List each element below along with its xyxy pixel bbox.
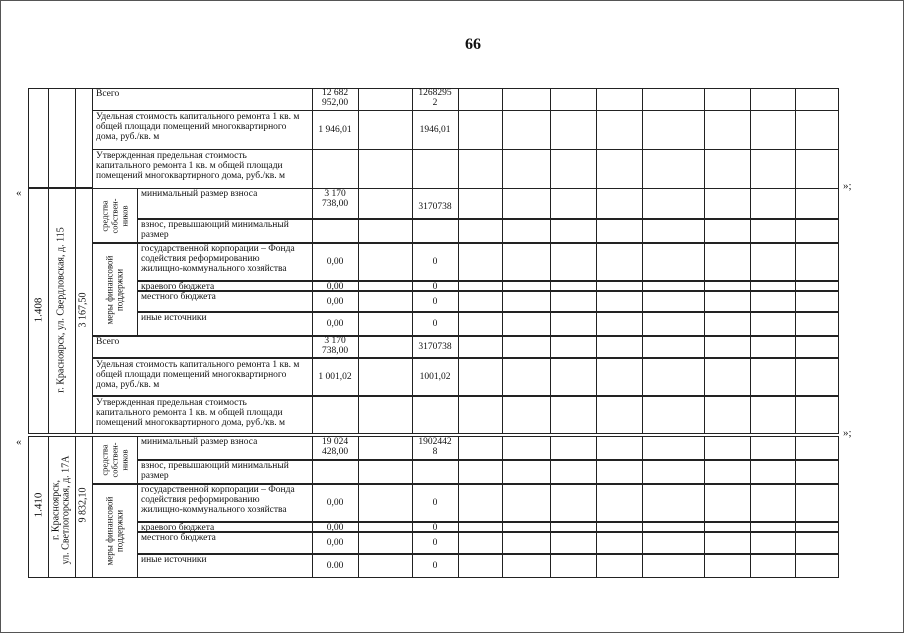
b1410-row-col2: 0 <box>432 523 438 533</box>
b1410-address-line2: ул. Светлогорская, д. 17А <box>60 455 72 565</box>
b1408-row-col2: 0 <box>432 282 438 292</box>
b1410-row-extra-cell <box>795 436 839 460</box>
b1410-row-extra-cell <box>550 522 597 532</box>
b1410-row-col-empty-cell <box>358 436 413 460</box>
b1408-udelnaya-extra-cell <box>642 358 705 396</box>
b1410-row-label: взнос, превышающий минимальный размер <box>141 461 289 481</box>
b1410-row-extra-cell <box>704 532 751 554</box>
top-udelnaya-col2: 1946,01 <box>419 125 451 135</box>
b1410-row-label: иные источники <box>141 555 207 565</box>
b1410-row-col2: 1902442 8 <box>418 437 452 457</box>
top-vsego-extra-cell <box>704 88 751 111</box>
b1408-row-extra-cell <box>795 219 839 243</box>
b1408-row-extra-cell <box>502 281 551 291</box>
top-area-cell <box>75 88 93 188</box>
top-utverzh-extra-cell <box>704 149 751 189</box>
b1408-vsego-extra-cell <box>550 336 597 358</box>
b1408-row-extra-cell <box>596 291 643 312</box>
b1410-row-extra-cell <box>642 532 705 554</box>
b1408-row-extra-cell <box>750 243 796 281</box>
b1410-group-sobstv-label: средства собствен- ников <box>99 442 130 478</box>
top-udelnaya-col1: 1 946,01 <box>318 125 352 135</box>
b1410-row-col2: 0 <box>432 561 438 571</box>
b1410-row-col1: 0,00 <box>326 523 344 533</box>
b1408-row-extra-cell <box>795 281 839 291</box>
b1410-row-label: государственной корпорации – Фонда содействия реформированию жилищно-коммунального хозяйства <box>141 485 295 515</box>
b1410-row-col2: 0 <box>432 538 438 548</box>
b1410-row-extra-cell <box>750 532 796 554</box>
b1410-row-col1: 19 024 428,00 <box>321 437 349 457</box>
top-vsego-extra-cell <box>502 88 551 111</box>
b1408-row-col-empty-cell <box>358 312 413 336</box>
b1408-vsego-extra-cell <box>458 336 503 358</box>
b1408-vsego-extra-cell <box>750 336 796 358</box>
top-vsego-extra-cell <box>642 88 705 111</box>
b1408-vsego-label-cell <box>92 336 313 358</box>
b1408-row-extra-cell <box>596 219 643 243</box>
top-utverzh-label: Утвержденная предельная стоимость капитального ремонта 1 кв. м общей площади помещений многоквартирного дома, руб./кв. м <box>96 151 285 181</box>
top-vsego-label-cell <box>92 88 313 111</box>
b1408-udelnaya-extra-cell <box>458 358 503 396</box>
b1410-row-extra-cell <box>502 436 551 460</box>
top-vsego-col2: 1268295 2 <box>418 88 452 108</box>
b1408-vsego-extra-cell <box>642 336 705 358</box>
b1410-row-extra-cell <box>458 460 503 484</box>
b1410-row-extra-cell <box>596 522 643 532</box>
b1408-row-extra-cell <box>550 312 597 336</box>
b1408-utverzh-extra-cell <box>750 396 796 434</box>
b1410-row-extra-cell <box>458 532 503 554</box>
b1408-row-extra-cell <box>704 291 751 312</box>
b1410-row-extra-cell <box>642 484 705 522</box>
b1408-row-extra-cell <box>750 291 796 312</box>
b1408-row-extra-cell <box>795 291 839 312</box>
b1408-row-col2: 0 <box>432 319 438 329</box>
b1410-row-extra-cell <box>458 554 503 578</box>
b1410-row-extra-cell <box>596 436 643 460</box>
b1408-row-col-empty-cell <box>358 219 413 243</box>
b1408-row-label: государственной корпорации – Фонда содействия реформированию жилищно-коммунального хозяйства <box>141 244 295 274</box>
top-vsego-extra-cell <box>750 88 796 111</box>
b1410-row-col-empty-cell <box>358 460 413 484</box>
b1408-udelnaya-extra-cell <box>550 358 597 396</box>
b1410-row-extra-cell <box>795 554 839 578</box>
b1410-row-extra-cell <box>704 522 751 532</box>
b1408-row-extra-cell <box>642 219 705 243</box>
b1408-row-extra-cell <box>502 188 551 219</box>
b1408-row-extra-cell <box>642 243 705 281</box>
b1410-row-label: местного бюджета <box>141 533 216 543</box>
b1408-vsego-extra-cell <box>596 336 643 358</box>
top-utverzh-extra-cell <box>750 149 796 189</box>
b1410-row-extra-cell <box>502 460 551 484</box>
b1410-row-col-empty-cell <box>358 532 413 554</box>
b1408-row-label: минимальный размер взноса <box>141 189 258 199</box>
b1410-row-extra-cell <box>596 484 643 522</box>
top-utverzh-extra-cell <box>412 149 459 189</box>
b1408-row-extra-cell <box>412 219 459 243</box>
b1410-row-extra-cell <box>795 460 839 484</box>
b1408-udelnaya-extra-cell <box>750 358 796 396</box>
b1408-row-extra-cell <box>750 188 796 219</box>
top-vsego-label: Всего <box>96 89 120 99</box>
b1408-vsego-col2: 3170738 <box>418 342 452 352</box>
top-udelnaya-extra-cell <box>502 110 551 150</box>
b1408-udelnaya-col2: 1001,02 <box>419 372 451 382</box>
top-utverzh-extra-cell <box>550 149 597 189</box>
b1410-row-col-empty-cell <box>358 554 413 578</box>
b1408-udelnaya-extra-cell <box>502 358 551 396</box>
b1408-row-extra-cell <box>550 219 597 243</box>
top-utverzh-extra-cell <box>502 149 551 189</box>
b1408-row-col1: 0,00 <box>326 282 344 292</box>
b1408-utverzh-label: Утвержденная предельная стоимость капитального ремонта 1 кв. м общей площади помещений многоквартирного дома, руб./кв. м <box>96 398 285 428</box>
top-udelnaya-extra-cell <box>550 110 597 150</box>
b1410-row-col1: 0.00 <box>326 561 344 571</box>
b1410-address-line1: г. Красноярск, <box>50 479 62 541</box>
b1408-row-col-empty-cell <box>358 188 413 219</box>
b1408-row-extra-cell <box>642 291 705 312</box>
top-udelnaya-extra-cell <box>750 110 796 150</box>
b1408-row-extra-cell <box>596 312 643 336</box>
b1408-row-label: взнос, превышающий минимальный размер <box>141 220 289 240</box>
b1408-row-extra-cell <box>550 291 597 312</box>
b1408-group-sobstv-label: средства собствен- ников <box>99 198 130 233</box>
top-vsego-extra-cell <box>550 88 597 111</box>
b1408-row-label: местного бюджета <box>141 292 216 302</box>
top-vsego-extra-cell <box>596 88 643 111</box>
b1408-utverzh-extra-cell <box>704 396 751 434</box>
b1410-row-extra-cell <box>502 484 551 522</box>
b1410-group-podderzhka-label: меры финансовой поддержки <box>104 496 125 566</box>
b1408-row-extra-cell <box>458 281 503 291</box>
b1410-row-extra-cell <box>502 522 551 532</box>
b1410-row-extra-cell <box>550 532 597 554</box>
top-udelnaya-col-empty-cell <box>358 110 413 150</box>
b1408-row-col1-cell <box>312 219 359 243</box>
b1410-open-quote: « <box>16 436 22 448</box>
b1408-utverzh-extra-cell <box>412 396 459 434</box>
b1410-row-extra-cell <box>550 484 597 522</box>
b1408-row-extra-cell <box>458 291 503 312</box>
b1408-row-col2: 0 <box>432 296 438 307</box>
b1408-row-extra-cell <box>596 188 643 219</box>
b1408-row-col1: 0,00 <box>326 319 344 329</box>
b1408-udelnaya-extra-cell <box>704 358 751 396</box>
b1408-vsego-extra-cell <box>502 336 551 358</box>
b1408-row-extra-cell <box>550 243 597 281</box>
b1408-vsego-col1: 3 170 738,00 <box>321 336 349 356</box>
b1408-open-quote: « <box>16 187 22 199</box>
b1410-close-quote: »; <box>843 427 852 439</box>
top-vsego-col1: 12 682 952,00 <box>321 88 349 108</box>
b1408-utverzh-extra-cell <box>795 396 839 434</box>
b1408-area: 3 167,50 <box>77 292 89 328</box>
b1408-udelnaya-extra-cell <box>596 358 643 396</box>
b1408-utverzh-extra-cell <box>502 396 551 434</box>
b1408-row-extra-cell <box>795 188 839 219</box>
b1410-row-col1: 0,00 <box>326 538 344 548</box>
b1410-row-extra-cell <box>642 460 705 484</box>
b1408-row-label: краевого бюджета <box>141 282 215 292</box>
b1410-row-extra-cell <box>704 436 751 460</box>
top-vsego-extra-cell <box>458 88 503 111</box>
b1410-row-label: краевого бюджета <box>141 523 215 533</box>
b1408-row-extra-cell <box>750 312 796 336</box>
b1408-row-extra-cell <box>750 219 796 243</box>
top-utverzh-col1-cell <box>312 149 359 189</box>
b1410-row-extra-cell <box>642 522 705 532</box>
b1408-row-col1: 3 170 738,00 <box>321 189 349 209</box>
b1408-row-extra-cell <box>795 243 839 281</box>
b1410-row-extra-cell <box>795 522 839 532</box>
b1408-row-extra-cell <box>704 281 751 291</box>
b1410-row-col-empty-cell <box>358 522 413 532</box>
b1408-number: 1.408 <box>31 297 44 323</box>
b1408-utverzh-extra-cell <box>596 396 643 434</box>
b1410-row-extra-cell <box>458 484 503 522</box>
b1410-row-col2: 0 <box>432 498 438 508</box>
b1408-row-col1: 0,00 <box>326 296 344 307</box>
b1408-udelnaya-col1: 1 001,02 <box>318 372 352 382</box>
b1410-row-extra-cell <box>795 532 839 554</box>
b1408-row-extra-cell <box>458 219 503 243</box>
b1410-row-extra-cell <box>795 484 839 522</box>
b1410-row-extra-cell <box>458 436 503 460</box>
top-udelnaya-extra-cell <box>596 110 643 150</box>
b1410-row-extra-cell <box>750 522 796 532</box>
b1408-vsego-label: Всего <box>96 337 120 347</box>
b1408-vsego-extra-cell <box>795 336 839 358</box>
b1408-utverzh-extra-cell <box>458 396 503 434</box>
b1410-row-extra-cell <box>704 554 751 578</box>
top-udelnaya-extra-cell <box>642 110 705 150</box>
b1408-row-extra-cell <box>550 281 597 291</box>
b1408-row-col-empty-cell <box>358 291 413 312</box>
b1408-row-extra-cell <box>795 312 839 336</box>
b1410-row-extra-cell <box>550 460 597 484</box>
top-udelnaya-extra-cell <box>704 110 751 150</box>
b1410-area: 9 832,10 <box>77 487 89 523</box>
b1410-row-extra-cell <box>596 460 643 484</box>
b1408-row-extra-cell <box>458 312 503 336</box>
b1410-row-extra-cell <box>458 522 503 532</box>
b1410-row-extra-cell <box>502 554 551 578</box>
top-udelnaya-label: Удельная стоимость капитального ремонта 1 кв. м общей площади помещений многоквартирного дома, руб./кв. м <box>96 112 300 142</box>
b1408-row-extra-cell <box>704 219 751 243</box>
top-utverzh-extra-cell <box>458 149 503 189</box>
b1408-row-col2: 0 <box>432 257 438 267</box>
b1410-row-col-empty-cell <box>358 484 413 522</box>
b1408-row-col-empty-cell <box>358 281 413 291</box>
b1408-row-extra-cell <box>596 243 643 281</box>
top-address-cell <box>48 88 76 188</box>
b1408-row-extra-cell <box>502 291 551 312</box>
b1408-utverzh-col1-cell <box>312 396 359 434</box>
b1410-row-extra-cell <box>750 436 796 460</box>
b1408-group-podderzhka-label: меры финансовой поддержки <box>104 255 125 324</box>
b1408-row-extra-cell <box>642 312 705 336</box>
b1410-row-col1: 0,00 <box>326 498 344 508</box>
b1410-row-extra-cell <box>704 460 751 484</box>
b1408-utverzh-col-empty-cell <box>358 396 413 434</box>
b1408-row-extra-cell <box>704 188 751 219</box>
b1408-vsego-extra-cell <box>704 336 751 358</box>
top-udelnaya-extra-cell <box>458 110 503 150</box>
b1408-row-extra-cell <box>502 243 551 281</box>
top-vsego-extra-cell <box>795 88 839 111</box>
top-utverzh-col-empty-cell <box>358 149 413 189</box>
top-number-cell <box>28 88 49 188</box>
b1410-row-extra-cell <box>596 532 643 554</box>
b1410-row-extra-cell <box>642 436 705 460</box>
b1408-vsego-col-empty-cell <box>358 336 413 358</box>
top-utverzh-extra-cell <box>795 149 839 189</box>
b1410-row-extra-cell <box>704 484 751 522</box>
b1408-utverzh-extra-cell <box>550 396 597 434</box>
b1410-row-col1-cell <box>312 460 359 484</box>
top-vsego-col-empty-cell <box>358 88 413 111</box>
b1408-row-extra-cell <box>550 188 597 219</box>
b1408-row-extra-cell <box>704 243 751 281</box>
b1410-row-extra-cell <box>550 436 597 460</box>
b1410-row-extra-cell <box>596 554 643 578</box>
b1410-row-extra-cell <box>642 554 705 578</box>
b1408-udelnaya-extra-cell <box>795 358 839 396</box>
b1408-row-extra-cell <box>642 188 705 219</box>
b1410-row-extra-cell <box>550 554 597 578</box>
b1408-row-extra-cell <box>642 281 705 291</box>
b1410-number: 1.410 <box>31 492 44 518</box>
b1408-utverzh-extra-cell <box>642 396 705 434</box>
b1408-row-col1: 0,00 <box>326 257 344 267</box>
b1410-address <box>51 456 71 565</box>
b1408-row-col-empty-cell <box>358 243 413 281</box>
b1408-close-quote: »; <box>843 180 852 192</box>
b1410-row-extra-cell <box>412 460 459 484</box>
b1410-row-extra-cell <box>502 532 551 554</box>
b1408-address: г. Красноярск, ул. Свердловская, д. 115 <box>55 227 67 393</box>
b1410-row-extra-cell <box>750 460 796 484</box>
top-utverzh-extra-cell <box>596 149 643 189</box>
b1408-row-extra-cell <box>458 243 503 281</box>
top-utverzh-extra-cell <box>642 149 705 189</box>
b1408-row-extra-cell <box>502 219 551 243</box>
page-number: 66 <box>465 36 481 53</box>
b1408-row-extra-cell <box>704 312 751 336</box>
b1410-row-extra-cell <box>750 484 796 522</box>
b1408-udelnaya-label: Удельная стоимость капитального ремонта 1 кв. м общей площади помещений многоквартирного дома, руб./кв. м <box>96 360 300 390</box>
b1408-row-extra-cell <box>596 281 643 291</box>
b1408-row-extra-cell <box>458 188 503 219</box>
top-udelnaya-extra-cell <box>795 110 839 150</box>
b1410-row-extra-cell <box>750 554 796 578</box>
b1408-row-extra-cell <box>502 312 551 336</box>
b1408-udelnaya-col-empty-cell <box>358 358 413 396</box>
b1408-row-col2: 3170738 <box>418 201 452 212</box>
b1410-row-label: минимальный размер взноса <box>141 437 258 447</box>
b1408-row-extra-cell <box>750 281 796 291</box>
b1408-row-label: иные источники <box>141 313 207 323</box>
